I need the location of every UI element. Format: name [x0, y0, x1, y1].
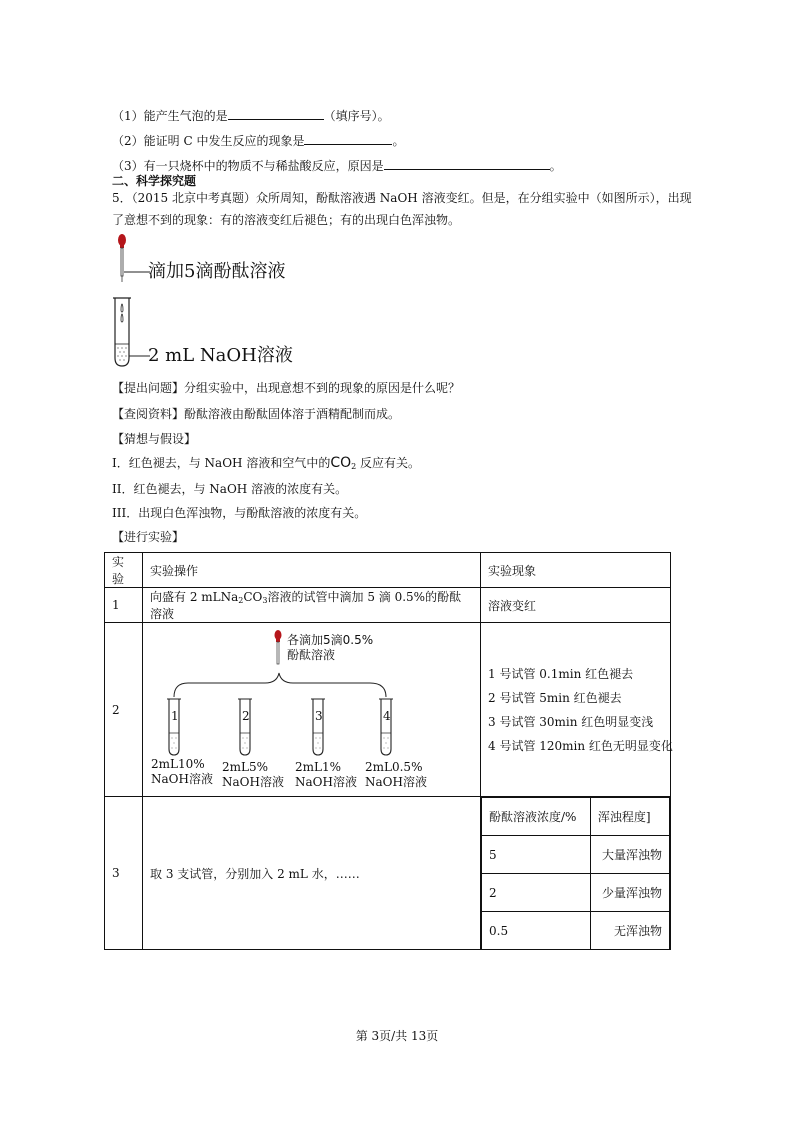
turbidity-cell: 少量浑浊物 [590, 874, 669, 912]
result-subtable-cell [481, 797, 671, 950]
table-row [105, 588, 671, 623]
hypothesis-2: II．红色褪去，与 NaOH 溶液的浓度有关。 [112, 482, 348, 496]
concentration-cell: 5 [482, 836, 591, 874]
result-item: 3 号试管 30min 红色明显变浅 [488, 714, 654, 729]
result-item: 2 号试管 5min 红色褪去 [488, 690, 622, 705]
test-tube-figure [110, 232, 293, 375]
subtable-header-cell: 浑浊程度] [590, 798, 669, 836]
page-footer: 第 3页/共 13页 [355, 1029, 439, 1043]
tube-label: 2mL0.5% NaOH溶液 [365, 760, 427, 789]
subtable-header-row [482, 798, 670, 836]
row-number: 2 [105, 623, 143, 797]
question-2: （2）能证明 C 中发生反应的现象是 。 [112, 134, 405, 148]
row-number: 3 [105, 797, 143, 950]
hypothesis-3: III．出现白色浑浊物，与酚酞溶液的浓度有关。 [112, 506, 367, 520]
dropper-instruction: 各滴加5滴0.5% 酚酞溶液 [287, 633, 374, 662]
subtable-row [482, 912, 670, 950]
tube-number: 3 [315, 709, 323, 723]
table-row [105, 623, 671, 797]
reference-note: 【查阅资料】酚酞溶液由酚酞固体溶于酒精配制而成。 [112, 407, 401, 421]
tube-label: 2mL1% NaOH溶液 [295, 760, 357, 789]
experiment-table [104, 552, 671, 950]
subtable-row [482, 836, 670, 874]
result-item: 4 号试管 120min 红色无明显变化 [488, 738, 673, 753]
tube-number: 1 [171, 709, 179, 723]
hypothesis-1: I．红色褪去，与 NaOH 溶液和空气中的$CO_2$ 反应有关。 [112, 455, 421, 471]
tube-label: 2mL5% NaOH溶液 [222, 760, 284, 789]
tube-number: 4 [383, 709, 391, 723]
answer-blank-2[interactable] [304, 132, 392, 145]
header-cell: 实验操作 [143, 553, 481, 588]
header-cell: 实验 [105, 553, 143, 588]
header-cell: 实验现象 [481, 553, 671, 588]
tube-label: 2 mL NaOH溶液 [148, 345, 293, 366]
turbidity-subtable [481, 797, 670, 949]
concentration-cell: 2 [482, 874, 591, 912]
operation-cell: 向盛有 2 $mLNa_2CO_3$溶液的试管中滴加 5 滴 0.5%的酚酞溶液 [143, 588, 481, 623]
question-1: （1）能产生气泡的是 （填序号）。 [112, 109, 390, 123]
dropper-label: 滴加5滴酚酞溶液 [148, 261, 286, 282]
section-title: 二、科学探究题 [112, 174, 197, 188]
result-item: 1 号试管 0.1min 红色褪去 [488, 666, 634, 681]
problem-intro-line-2: 了意想不到的现象：有的溶液变红后褪色；有的出现白色浑浊物。 [112, 213, 461, 227]
table-row [105, 797, 671, 950]
answer-blank-3[interactable] [384, 157, 550, 170]
answer-blank-1[interactable] [228, 107, 324, 120]
tube-label: 2mL10% NaOH溶液 [151, 757, 213, 786]
concentration-cell: 0.5 [482, 912, 591, 950]
dropper-and-tube-illustration [110, 232, 150, 372]
subtable-header-cell: 酚酞溶液浓度/% [482, 798, 591, 836]
result-cell: 溶液变红 [481, 588, 671, 623]
turbidity-cell: 大量浑浊物 [590, 836, 669, 874]
question-prompt: 【提出问题】分组实验中，出现意想不到的现象的原因是什么呢？ [112, 381, 461, 395]
row-number: 1 [105, 588, 143, 623]
turbidity-cell: 无浑浊物 [590, 912, 669, 950]
result-list-cell [481, 623, 671, 797]
table-header-row [105, 553, 671, 588]
operation-cell: 取 3 支试管，分别加入 2 mL 水，…… [143, 797, 481, 950]
operation-diagram-cell [143, 623, 481, 797]
problem-intro-line-1: 5．（2015 北京中考真题）众所周知，酚酞溶液遇 NaOH 溶液变红。但是，在分组实验中（如图所示），出现 [112, 191, 692, 205]
question-3: （3）有一只烧杯中的物质不与稀盐酸反应，原因是 。 [112, 159, 562, 173]
experiment-title: 【进行实验】 [112, 530, 185, 544]
tube-number: 2 [242, 709, 250, 723]
subtable-row [482, 874, 670, 912]
hypothesis-title: 【猜想与假设】 [112, 432, 197, 446]
